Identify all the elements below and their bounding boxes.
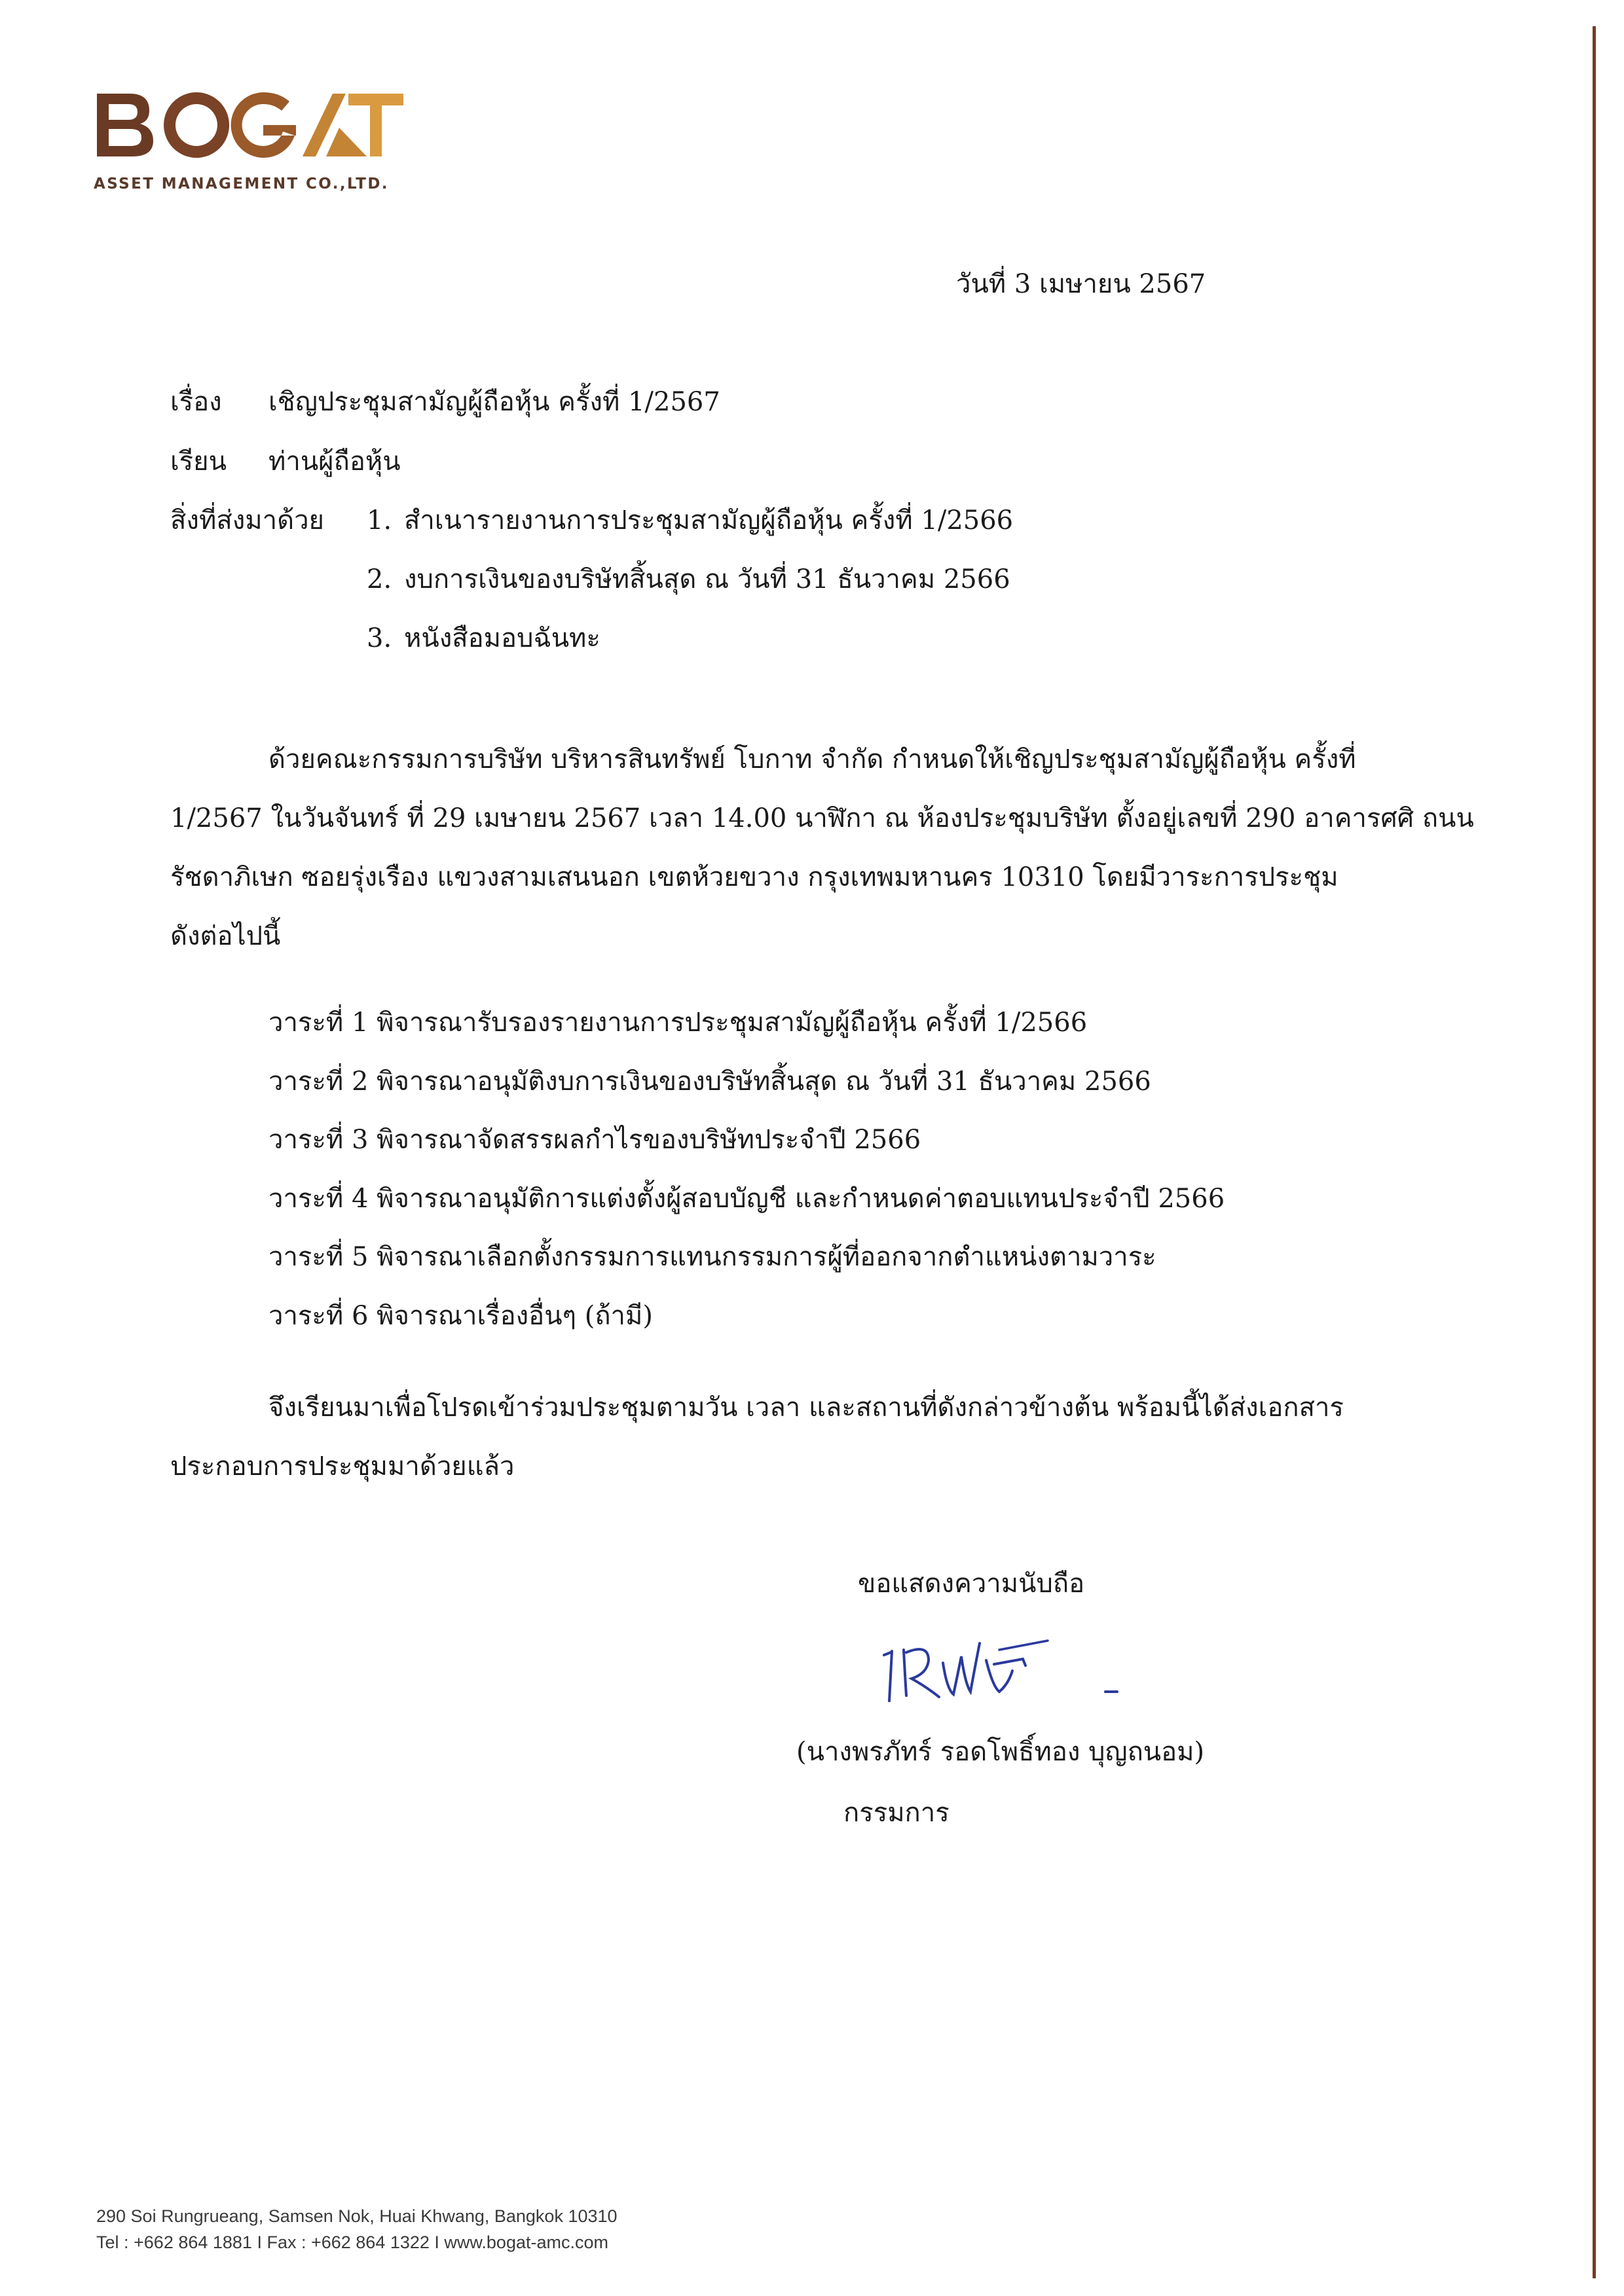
agenda-item: วาระที่ 3 พิจารณาจัดสรรผลกำไรของบริษัทประจำปี 2566 bbox=[268, 1125, 921, 1155]
footer-address: 290 Soi Rungrueang, Samsen Nok, Huai Khwang, Bangkok 10310 bbox=[96, 2206, 618, 2226]
paragraph-line: ด้วยคณะกรรมการบริษัท บริหารสินทรัพย์ โบกาท จำกัด กำหนดให้เชิญประชุมสามัญผู้ถือหุ้น ครั้งที่ bbox=[268, 744, 1356, 774]
enclosure-item: สำเนารายงานการประชุมสามัญผู้ถือหุ้น ครั้งที่ 1/2566 bbox=[404, 505, 1014, 536]
letter-date: วันที่ 3 เมษายน 2567 bbox=[956, 269, 1206, 299]
subject-value: เชิญประชุมสามัญผู้ถือหุ้น ครั้งที่ 1/2567 bbox=[268, 387, 720, 417]
agenda-item: วาระที่ 1 พิจารณารับรองรายงานการประชุมสามัญผู้ถือหุ้น ครั้งที่ 1/2566 bbox=[268, 1008, 1088, 1038]
body-paragraph-1 bbox=[170, 730, 1474, 966]
agenda-item: วาระที่ 2 พิจารณาอนุมัติงบการเงินของบริษัทสิ้นสุด ณ วันที่ 31 ธันวาคม 2566 bbox=[268, 1066, 1151, 1097]
closing-salutation: ขอแสดงความนับถือ bbox=[858, 1569, 1085, 1599]
footer-contact: Tel : +662 864 1881 I Fax : +662 864 1322 I www.bogat-amc.com bbox=[96, 2232, 608, 2252]
enclosure-item: งบการเงินของบริษัทสิ้นสุด ณ วันที่ 31 ธันวาคม 2566 bbox=[404, 564, 1010, 594]
recipient-label: เรียน bbox=[170, 446, 227, 477]
agenda-item: วาระที่ 5 พิจารณาเลือกตั้งกรรมการแทนกรรมการผู้ที่ออกจากตำแหน่งตามวาระ bbox=[268, 1242, 1156, 1272]
paragraph-line: ประกอบการประชุมมาด้วยแล้ว bbox=[170, 1451, 515, 1482]
agenda-item: วาระที่ 6 พิจารณาเรื่องอื่นๆ (ถ้ามี) bbox=[268, 1300, 653, 1331]
enclosure-number: 3. bbox=[367, 623, 392, 653]
paragraph-line: จึงเรียนมาเพื่อโปรดเข้าร่วมประชุมตามวัน เวลา และสถานที่ดังกล่าวข้างต้น พร้อมนี้ได้ส่งเอกสาร bbox=[268, 1393, 1344, 1423]
paragraph-line: รัชดาภิเษก ซอยรุ่งเรือง แขวงสามเสนนอก เขตห้วยขวาง กรุงเทพมหานคร 10310 โดยมีวาระการประชุม bbox=[170, 862, 1338, 892]
signatory-title: กรรมการ bbox=[843, 1798, 950, 1828]
company-name: ASSET MANAGEMENT CO.,LTD. bbox=[94, 175, 389, 192]
handwritten-signature bbox=[871, 1624, 1133, 1722]
enclosure-number: 2. bbox=[367, 564, 392, 594]
paragraph-line: 1/2567 ในวันจันทร์ ที่ 29 เมษายน 2567 เวลา 14.00 นาฬิกา ณ ห้องประชุมบริษัท ตั้งอยู่เลขที่ 290 อาคารศศิ ถนน bbox=[170, 803, 1474, 833]
recipient-value: ท่านผู้ถือหุ้น bbox=[268, 446, 401, 477]
page-border-rule bbox=[1593, 26, 1596, 2278]
enclosure-number: 1. bbox=[367, 505, 392, 536]
subject-label: เรื่อง bbox=[170, 387, 222, 417]
enclosure-item: หนังสือมอบฉันทะ bbox=[404, 623, 600, 653]
agenda-list bbox=[268, 994, 1225, 1345]
signatory-name: (นางพรภัทร์ รอดโพธิ์ทอง บุญถนอม) bbox=[796, 1737, 1205, 1767]
enclosures-label: สิ่งที่ส่งมาด้วย bbox=[170, 505, 324, 536]
body-paragraph-2 bbox=[170, 1378, 1460, 1496]
agenda-item: วาระที่ 4 พิจารณาอนุมัติการแต่งตั้งผู้สอบบัญชี และกำหนดค่าตอบแทนประจำปี 2566 bbox=[268, 1183, 1225, 1214]
paragraph-line: ดังต่อไปนี้ bbox=[170, 921, 281, 951]
